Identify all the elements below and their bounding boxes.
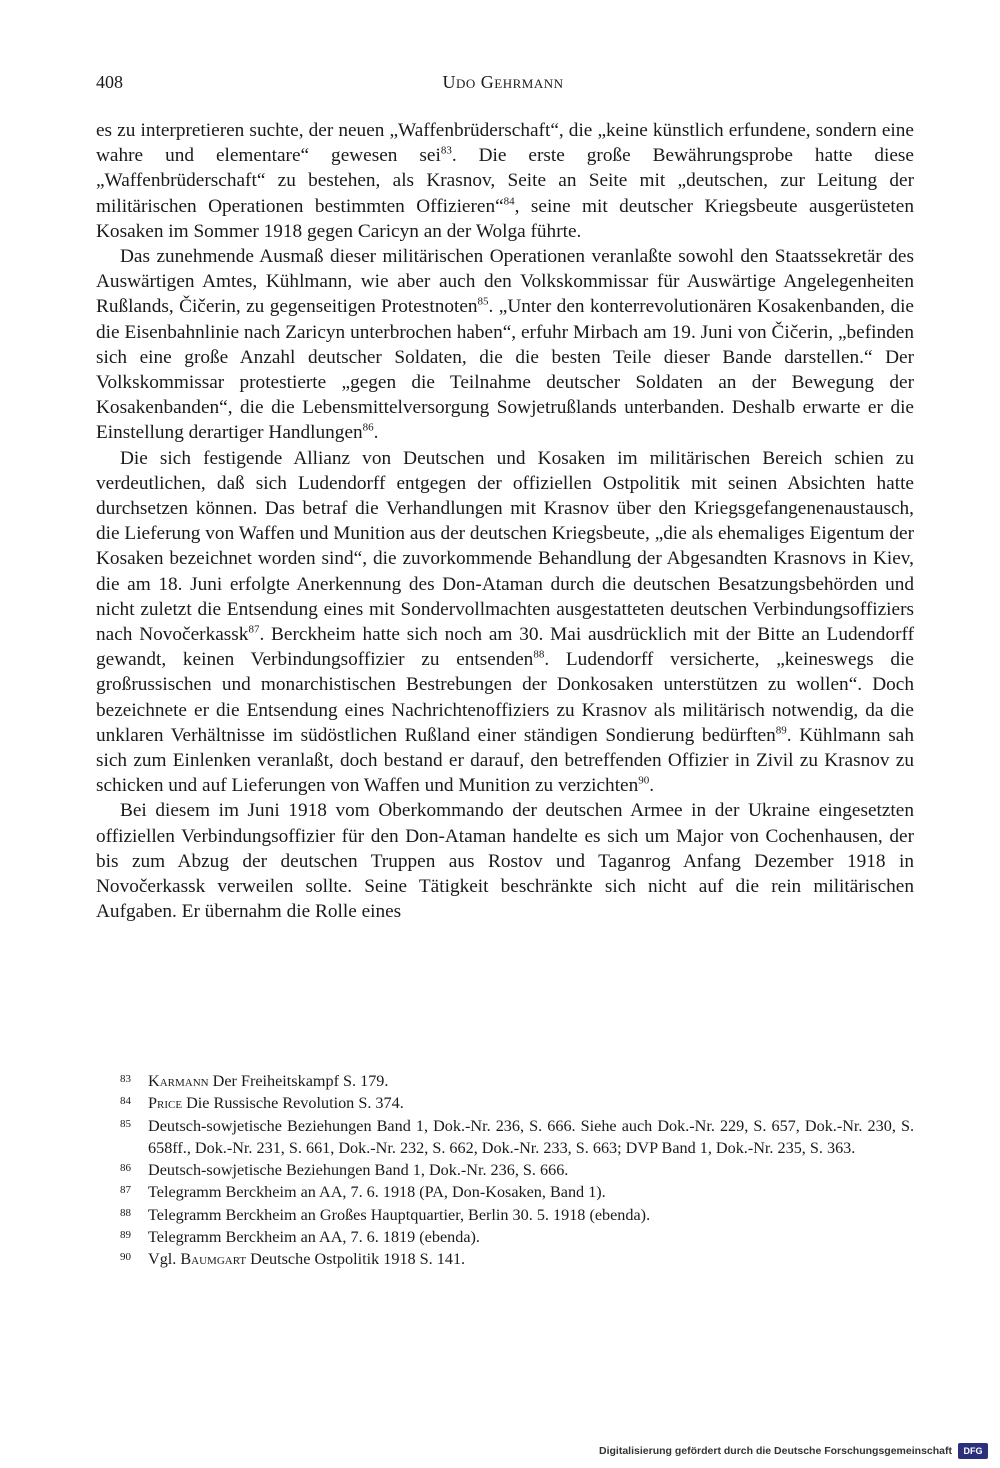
footnote-prefix: Vgl. (148, 1250, 181, 1269)
paragraph-text: Bei diesem im Juni 1918 vom Oberkommando der deutschen Armee in der Ukraine eingesetzten offiziellen Verbindungsoffizier für den Don-Ataman handelte es sich um Major von Cochenhausen, der bis zum Abzug der deutschen Truppen aus Rostov und Taganrog Anfang Dezember 1918 in Novočerkassk verweilen sollte. Seine Tätigkeit beschränkte sich nicht auf die rein militärischen Aufgaben. Er übernahm die Rolle eines (96, 800, 914, 923)
footnote-body: Deutsch-sowjetische Beziehungen Band 1, Dok.-Nr. 236, S. 666. (148, 1161, 569, 1180)
footnote (96, 1070, 914, 1092)
footnote-ref: 89 (775, 724, 787, 737)
paragraph-text: . (373, 422, 379, 444)
footnote (96, 1159, 914, 1181)
footnote-text (120, 1204, 914, 1226)
paragraph-text: . Berckheim hatte sich noch am 30. Mai ausdrücklich mit der Bitte an Ludendorff gewandt, keinen Verbindungsoffizier zu entsenden (96, 624, 914, 671)
dfg-logo: DFG (958, 1443, 988, 1459)
footnote-body: Telegramm Berckheim an Großes Hauptquartier, Berlin 30. 5. 1918 (ebenda). (148, 1205, 651, 1224)
footnote (96, 1204, 914, 1226)
footnote-body: Der Freiheitskampf S. 179. (208, 1072, 389, 1090)
footnote-number: 86 (120, 1162, 131, 1175)
footnote (96, 1248, 914, 1270)
footnote-number: 90 (120, 1251, 131, 1264)
footnote-text (120, 1181, 914, 1203)
paragraph-text: . Ludendorff versicherte, „keineswegs die großrussischen und monarchistischen Bestrebungen der Donkosaken unterstützen zu wollen“. Doch bezeichnete er die Entsendung eines Nachrichtenoffiziers zu Krasnov als militärisch notwendig, da die unklaren Verhältnisse im südöstlichen Rußland einer ständigen Sondierung bedürften (96, 649, 914, 746)
footnote-number: 89 (120, 1229, 131, 1242)
paragraph-text: . „Unter den konterrevolutionären Kosakenbanden, die die Eisenbahnlinie nach Zaricyn unterbrochen haben“, erfuhr Mirbach am 19. Juni von Čičerin, „befinden sich eine große Anzahl deutscher Soldaten, die die besten Teile dieser Bande darstellen.“ Der Volkskommissar protestierte „gegen die Teilnahme deutscher Soldaten an der Bewegung der Kosakenbanden“, die die Lebensmittelversorgung Sowjetrußlands unterbanden. Deshalb erwarte er die Einstellung derartiger Handlungen (96, 296, 914, 444)
footnote-body: Die Russische Revolution S. 374. (182, 1094, 404, 1113)
footnote-ref: 83 (440, 144, 452, 157)
paragraph (96, 118, 914, 244)
digitization-credit (599, 1442, 988, 1460)
footnote-body: Deutsch-sowjetische Beziehungen Band 1, Dok.-Nr. 236, S. 666. Siehe auch Dok.-Nr. 229, S. 657, Dok.-Nr. 230, S. 658ff., Dok.-Nr. 231, S. 661, Dok.-Nr. 232, S. 662, Dok.-Nr. 233, S. 663; DVP Band 1, Dok.-Nr. 235, S. 363. (148, 1116, 914, 1157)
footnote-author: Price (148, 1094, 183, 1113)
running-title: Udo Gehrmann (442, 72, 564, 92)
footnote-ref: 86 (362, 422, 374, 435)
paragraph-text: . Kühlmann sah sich zum Einlenken veranlaßt, doch bestand er darauf, den betreffenden Offizier in Zivil zu Krasnov zu schicken und auf Lieferungen von Waffen und Munition zu verzichten (96, 724, 915, 797)
footnote-author: Karmann (148, 1072, 209, 1090)
paragraph-text: Die sich festigende Allianz von Deutschen und Kosaken im militärischen Bereich schien zu verdeutlichen, daß sich Ludendorff entgegen der offiziellen Ostpolitik mit seinen Absichten hatte durchsetzen können. Das betraf die Verhandlungen mit Krasnov über den Kriegsgefangenenaustausch, die Lieferung von Waffen und Munition aus der deutschen Kriegsbeute, „die als ehemaliges Eigentum der Kosaken bezeichnet worden sind“, die zuvorkommende Behandlung der Abgesandten Krasnovs in Kiev, die am 18. Juni erfolgte Anerkennung des Don-Ataman durch die deutschen Besatzungsbehörden und nicht zuletzt die Entsendung eines mit Sondervollmachten ausgestatteten deutschen Verbindungsoffiziers nach Novočerkassk (96, 447, 914, 646)
footnote-ref: 85 (477, 296, 489, 308)
footnote-number: 87 (120, 1184, 131, 1197)
paragraph-text: Das zunehmende Ausmaß dieser militärischen Operationen veranlaßte sowohl den Staatssekretär des Auswärtigen Amtes, Kühlmann, wie aber auch den Volkskommissar für Auswärtige Angelegenheiten Rußlands, Čičerin, zu gegenseitigen Protestnoten (96, 246, 914, 318)
paragraph-text: . (649, 775, 655, 797)
footnote (96, 1181, 914, 1203)
paragraph (96, 244, 914, 446)
footnote-text (120, 1070, 914, 1092)
footnote-ref: 90 (638, 774, 650, 787)
footnote (96, 1115, 914, 1160)
paragraph (96, 798, 914, 924)
paragraph (96, 446, 914, 799)
page-header (96, 72, 910, 102)
footnote-text (120, 1159, 914, 1181)
footnote-body: Telegramm Berckheim an AA, 7. 6. 1819 (ebenda). (148, 1228, 480, 1247)
page-number: 408 (96, 72, 123, 92)
footnote-text (120, 1226, 914, 1248)
paragraph-text: . Die erste große Bewährungsprobe hatte diese „Waffenbrüderschaft“ zu bestehen, als Krasnov, Seite an Seite mit „deutschen, zur Leitung der militärischen Operationen bestimmten Offizieren“ (96, 145, 914, 217)
footnote-number: 85 (120, 1117, 131, 1130)
paragraph-text: , seine mit deutscher Kriegsbeute ausgerüsteten Kosaken im Sommer 1918 gegen Caricyn an der Wolga führte. (96, 195, 914, 242)
footnote (96, 1226, 914, 1248)
footnote-number: 83 (120, 1073, 131, 1085)
footnotes (96, 1070, 914, 1271)
footnote-number: 88 (120, 1206, 131, 1219)
body-text (96, 118, 914, 925)
footnote-number: 84 (120, 1095, 131, 1108)
footnote-text (120, 1115, 914, 1160)
credit-text: Digitalisierung gefördert durch die Deutsche Forschungsgemeinschaft (599, 1445, 952, 1457)
footnote (96, 1092, 914, 1114)
footnote-author: Baumgart (180, 1250, 247, 1269)
paragraph-text: es zu interpretieren suchte, der neuen „Waffenbrüderschaft“, die „keine künstlich erfundene, sondern eine wahre und elementare“ gewesen sei (96, 120, 914, 167)
footnote-text (120, 1092, 914, 1114)
footnote-text (120, 1248, 914, 1270)
footnote-ref: 84 (503, 195, 515, 208)
footnote-ref: 88 (533, 648, 545, 661)
footnote-ref: 87 (248, 623, 260, 636)
footnote-body: Telegramm Berckheim an AA, 7. 6. 1918 (PA, Don-Kosaken, Band 1). (148, 1183, 606, 1202)
footnote-body: Deutsche Ostpolitik 1918 S. 141. (246, 1250, 466, 1269)
